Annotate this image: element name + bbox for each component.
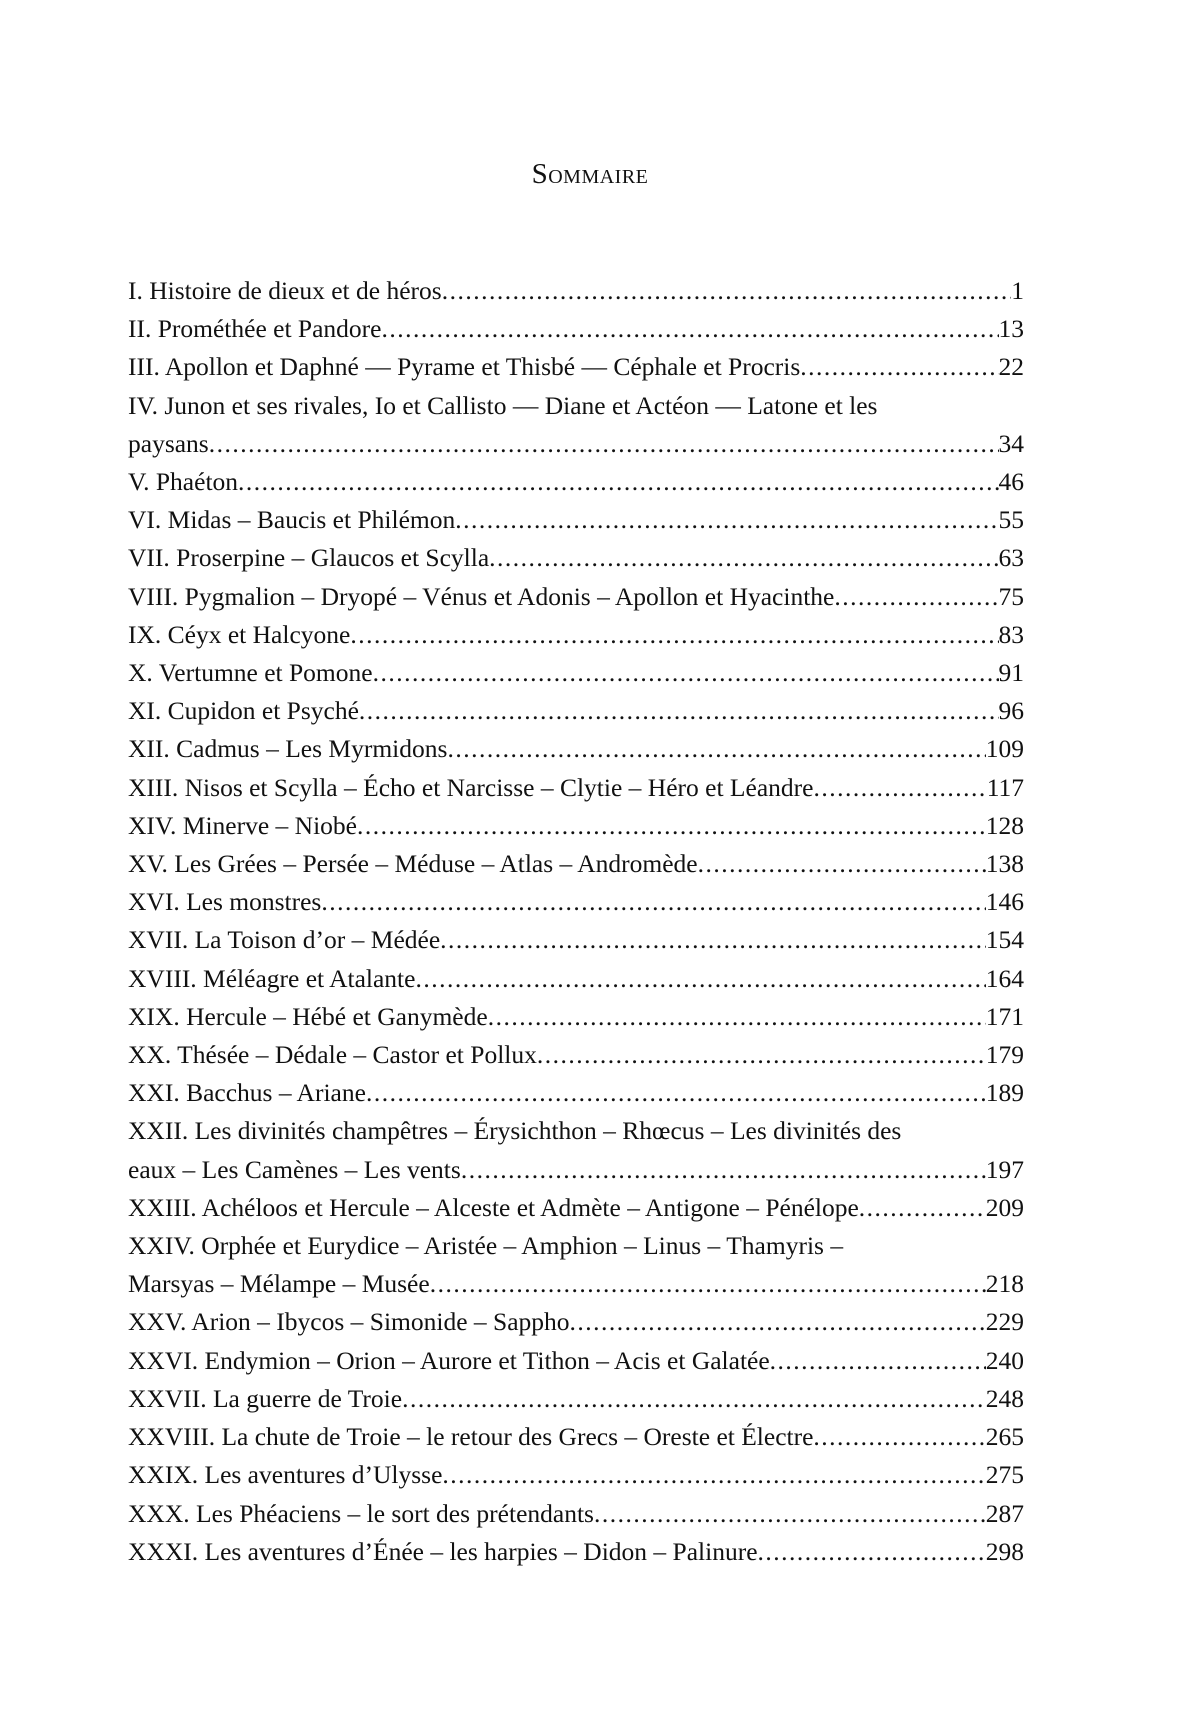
dot-leader bbox=[402, 1380, 986, 1418]
toc-entry bbox=[128, 692, 1024, 730]
toc-entry bbox=[128, 654, 1024, 692]
toc-entry-title: XXIX. Les aventures d’Ulysse bbox=[128, 1460, 443, 1490]
toc-entry-page-number: 146 bbox=[985, 887, 1024, 917]
toc-entry-row bbox=[128, 845, 1024, 883]
toc-entry-page-number: 240 bbox=[985, 1345, 1024, 1375]
toc-entry-row bbox=[128, 539, 1024, 577]
toc-entry-title: XXI. Bacchus – Ariane bbox=[128, 1078, 366, 1108]
toc-entry-row bbox=[128, 921, 1024, 959]
toc-entry-title: XXIII. Achéloos et Hercule – Alceste et Admète – Antigone – Pénélope bbox=[128, 1192, 859, 1222]
toc-entry-row bbox=[128, 998, 1024, 1036]
toc-entry-row bbox=[128, 807, 1024, 845]
toc-entry-row bbox=[128, 1036, 1024, 1074]
toc-entry-page-number: 189 bbox=[985, 1078, 1024, 1108]
toc-entry-title: III. Apollon et Daphné — Pyrame et Thisbé — Céphale et Procris bbox=[128, 352, 801, 382]
page-title: Sommaire bbox=[531, 158, 649, 190]
toc-entry-title-line1: XXII. Les divinités champêtres – Érysichthon – Rhœcus – Les divinités des bbox=[128, 1116, 902, 1146]
toc-entry-page-number: 117 bbox=[986, 772, 1024, 802]
toc-entry-row bbox=[128, 1342, 1024, 1380]
toc-entry-row bbox=[128, 1495, 1024, 1533]
dot-leader bbox=[350, 616, 998, 654]
toc-entry bbox=[128, 1342, 1024, 1380]
toc-entry-row bbox=[128, 769, 1024, 807]
toc-entry-page-number: 248 bbox=[985, 1383, 1024, 1413]
dot-leader bbox=[834, 578, 998, 616]
dot-leader bbox=[440, 921, 986, 959]
table-of-contents bbox=[128, 272, 1024, 1571]
toc-entry bbox=[128, 1533, 1024, 1571]
toc-entry-row bbox=[128, 1074, 1024, 1112]
toc-entry-title: XXV. Arion – Ibycos – Simonide – Sappho bbox=[128, 1307, 570, 1337]
dot-leader bbox=[859, 1189, 986, 1227]
dot-leader bbox=[359, 692, 999, 730]
toc-entry-page-number: 63 bbox=[998, 543, 1024, 573]
dot-leader bbox=[537, 1036, 986, 1074]
toc-entry bbox=[128, 730, 1024, 768]
toc-entry bbox=[128, 1456, 1024, 1494]
toc-entry-row bbox=[128, 616, 1024, 654]
toc-entry-page-number: 1 bbox=[1011, 276, 1024, 305]
toc-entry-page-number: 128 bbox=[985, 810, 1024, 840]
toc-entry bbox=[128, 1112, 1024, 1188]
toc-entry-page-number: 265 bbox=[985, 1422, 1024, 1452]
toc-entry-title: XXXI. Les aventures d’Énée – les harpies – Didon – Palinure bbox=[128, 1536, 758, 1566]
toc-entry-title: IX. Céyx et Halcyone bbox=[128, 619, 351, 649]
toc-entry-title: XV. Les Grées – Persée – Méduse – Atlas – Andromède bbox=[128, 849, 698, 879]
toc-entry-row bbox=[128, 1533, 1024, 1571]
toc-entry-page-number: 218 bbox=[985, 1269, 1024, 1299]
toc-entry bbox=[128, 883, 1024, 921]
toc-entry-row bbox=[128, 1303, 1024, 1341]
toc-entry-page-number: 179 bbox=[985, 1040, 1024, 1070]
dot-leader bbox=[442, 1456, 985, 1494]
toc-entry bbox=[128, 807, 1024, 845]
toc-entry-title: XIX. Hercule – Hébé et Ganymède bbox=[128, 1001, 488, 1031]
toc-entry bbox=[128, 387, 1024, 463]
toc-entry bbox=[128, 310, 1024, 348]
toc-entry bbox=[128, 1418, 1024, 1456]
toc-entry-row bbox=[128, 1189, 1024, 1227]
toc-entry bbox=[128, 921, 1024, 959]
toc-entry-page-number: 109 bbox=[985, 734, 1024, 764]
toc-entry-page-number: 22 bbox=[998, 352, 1024, 382]
toc-entry bbox=[128, 501, 1024, 539]
toc-entry bbox=[128, 1036, 1024, 1074]
toc-entry-title: XVIII. Méléagre et Atalante bbox=[128, 963, 416, 993]
toc-entry-row bbox=[128, 1265, 1024, 1303]
dot-leader bbox=[570, 1303, 986, 1341]
toc-entry-title: XVI. Les monstres bbox=[128, 887, 322, 917]
toc-entry bbox=[128, 348, 1024, 386]
toc-entry bbox=[128, 463, 1024, 501]
dot-leader bbox=[489, 539, 998, 577]
toc-entry-title: eaux – Les Camènes – Les vents bbox=[128, 1154, 461, 1184]
toc-entry bbox=[128, 960, 1024, 998]
toc-entry-row bbox=[128, 348, 1024, 386]
toc-entry-title: VI. Midas – Baucis et Philémon bbox=[128, 505, 456, 535]
toc-entry bbox=[128, 1227, 1024, 1303]
toc-entry bbox=[128, 1495, 1024, 1533]
toc-entry-title: XI. Cupidon et Psyché bbox=[128, 696, 359, 726]
dot-leader bbox=[447, 730, 985, 768]
toc-entry-page-number: 13 bbox=[998, 314, 1024, 344]
toc-entry-row bbox=[128, 883, 1024, 921]
toc-entry-title: XX. Thésée – Dédale – Castor et Pollux bbox=[128, 1040, 537, 1070]
toc-entry-row bbox=[128, 1380, 1024, 1418]
toc-entry-title-line1: XXIV. Orphée et Eurydice – Aristée – Amphion – Linus – Thamyris – bbox=[128, 1231, 844, 1261]
toc-entry-title: II. Prométhée et Pandore bbox=[128, 314, 382, 344]
toc-entry bbox=[128, 578, 1024, 616]
toc-entry-title: XIV. Minerve – Niobé bbox=[128, 810, 357, 840]
dot-leader bbox=[758, 1533, 986, 1571]
toc-entry-row bbox=[128, 1418, 1024, 1456]
toc-entry-title: Marsyas – Mélampe – Musée bbox=[128, 1269, 430, 1299]
dot-leader bbox=[382, 310, 999, 348]
toc-entry-row bbox=[128, 960, 1024, 998]
toc-entry bbox=[128, 1074, 1024, 1112]
toc-entry-title: XXX. Les Phéaciens – le sort des prétendants bbox=[128, 1498, 594, 1528]
toc-entry-title: XXVI. Endymion – Orion – Aurore et Tithon – Acis et Galatée bbox=[128, 1345, 770, 1375]
toc-entry-row bbox=[128, 310, 1024, 348]
toc-entry-title-line1: IV. Junon et ses rivales, Io et Callisto — Diane et Actéon — Latone et les bbox=[128, 390, 878, 420]
toc-entry-row bbox=[128, 463, 1024, 501]
toc-entry-title: XVII. La Toison d’or – Médée bbox=[128, 925, 441, 955]
dot-leader bbox=[357, 807, 986, 845]
toc-entry-row bbox=[128, 578, 1024, 616]
toc-entry-page-number: 34 bbox=[998, 428, 1024, 458]
toc-entry-title: VIII. Pygmalion – Dryopé – Vénus et Adonis – Apollon et Hyacinthe bbox=[128, 581, 835, 611]
dot-leader bbox=[813, 769, 986, 807]
dot-leader bbox=[366, 1074, 986, 1112]
toc-entry-title: paysans bbox=[128, 428, 209, 458]
toc-entry bbox=[128, 272, 1024, 310]
dot-leader bbox=[430, 1265, 986, 1303]
toc-entry bbox=[128, 1189, 1024, 1227]
toc-entry-page-number: 96 bbox=[998, 696, 1024, 726]
dot-leader bbox=[800, 348, 998, 386]
dot-leader bbox=[488, 998, 986, 1036]
toc-entry bbox=[128, 1303, 1024, 1341]
toc-entry-title: V. Phaéton bbox=[128, 467, 239, 497]
dot-leader bbox=[373, 654, 999, 692]
toc-entry bbox=[128, 539, 1024, 577]
toc-entry-title: I. Histoire de dieux et de héros bbox=[128, 276, 442, 305]
toc-entry bbox=[128, 845, 1024, 883]
toc-entry-page-number: 164 bbox=[985, 963, 1024, 993]
dot-leader bbox=[698, 845, 986, 883]
toc-entry-row bbox=[128, 1456, 1024, 1494]
toc-entry-title: XIII. Nisos et Scylla – Écho et Narcisse – Clytie – Héro et Léandre bbox=[128, 772, 814, 802]
toc-entry-row bbox=[128, 730, 1024, 768]
dot-leader bbox=[455, 501, 998, 539]
toc-entry-row bbox=[128, 425, 1024, 463]
toc-entry-row bbox=[128, 272, 1024, 310]
toc-entry-page-number: 275 bbox=[985, 1460, 1024, 1490]
dot-leader bbox=[238, 463, 998, 501]
dot-leader bbox=[770, 1342, 986, 1380]
toc-entry bbox=[128, 998, 1024, 1036]
toc-entry-page-number: 171 bbox=[985, 1001, 1024, 1031]
toc-entry-page-number: 298 bbox=[985, 1536, 1024, 1566]
toc-entry-row bbox=[128, 654, 1024, 692]
toc-entry bbox=[128, 769, 1024, 807]
dot-leader bbox=[461, 1151, 986, 1189]
toc-entry-page-number: 209 bbox=[985, 1192, 1024, 1222]
toc-entry-row bbox=[128, 1151, 1024, 1189]
dot-leader bbox=[321, 883, 985, 921]
toc-entry-page-number: 229 bbox=[985, 1307, 1024, 1337]
toc-entry-title: X. Vertumne et Pomone bbox=[128, 658, 373, 688]
toc-entry-page-number: 91 bbox=[998, 658, 1024, 688]
toc-entry-page-number: 197 bbox=[985, 1154, 1024, 1184]
toc-entry-title: XII. Cadmus – Les Myrmidons bbox=[128, 734, 448, 764]
toc-entry-row bbox=[128, 692, 1024, 730]
dot-leader bbox=[813, 1418, 985, 1456]
toc-entry-page-number: 75 bbox=[998, 581, 1024, 611]
toc-entry-title: XXVIII. La chute de Troie – le retour des Grecs – Oreste et Électre bbox=[128, 1422, 814, 1452]
toc-entry-page-number: 287 bbox=[985, 1498, 1024, 1528]
dot-leader bbox=[594, 1495, 986, 1533]
toc-entry-title: VII. Proserpine – Glaucos et Scylla bbox=[128, 543, 490, 573]
toc-entry-page-number: 138 bbox=[985, 849, 1024, 879]
toc-entry-page-number: 46 bbox=[998, 467, 1024, 497]
dot-leader bbox=[442, 272, 1012, 310]
toc-entry-page-number: 83 bbox=[998, 619, 1024, 649]
toc-entry-page-number: 55 bbox=[998, 505, 1024, 535]
toc-entry bbox=[128, 616, 1024, 654]
toc-entry-title: XXVII. La guerre de Troie bbox=[128, 1383, 403, 1413]
toc-entry-page-number: 154 bbox=[985, 925, 1024, 955]
toc-entry-row bbox=[128, 501, 1024, 539]
toc-entry bbox=[128, 1380, 1024, 1418]
dot-leader bbox=[415, 960, 985, 998]
dot-leader bbox=[209, 425, 999, 463]
